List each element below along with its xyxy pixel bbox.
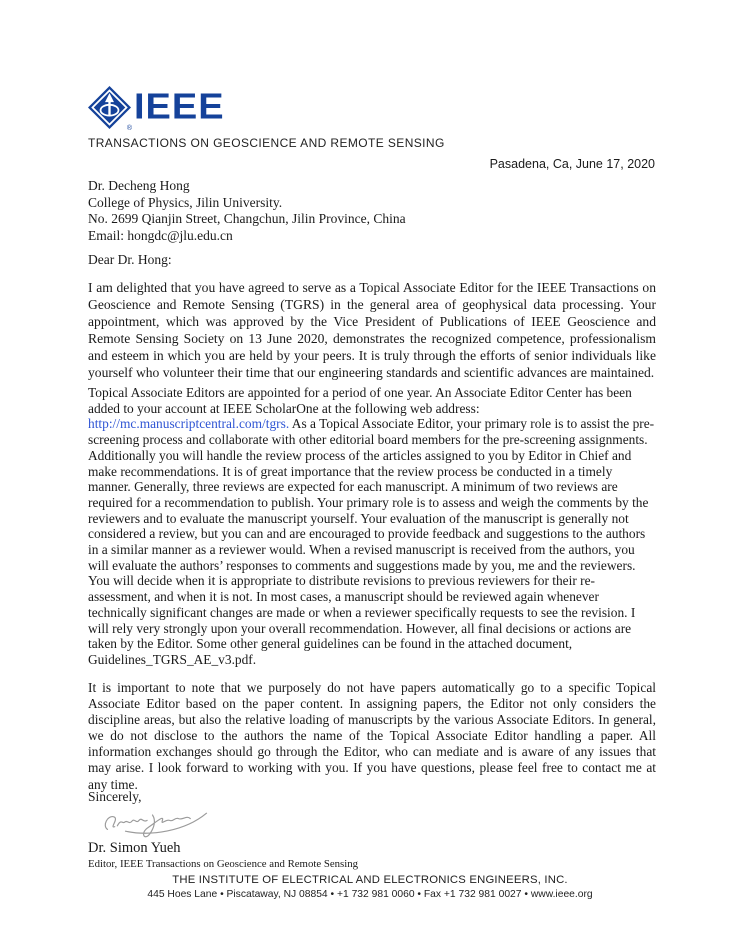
- recipient-email: Email: hongdc@jlu.edu.cn: [88, 227, 233, 243]
- recipient-address-block: [88, 178, 406, 244]
- ieee-wordmark: IEEE: [134, 87, 225, 127]
- date-line: Pasadena, Ca, June 17, 2020: [489, 157, 655, 171]
- paragraph-assignment-policy: It is important to note that we purposely do not have papers automatically go to a specific Topical Associate Editor based on the paper content. In assigning papers, the Editor not only considers the discipline areas, but also the relative loading of manuscripts by the various Associate Editors. In general, we do not disclose to the authors the name of the Topical Associate Editor handling a paper. All information exchanges should go through the Editor, who can mediate and is aware of any issues that may arise. I look forward to working with you. If you have questions, please feel free to contact me at any time.: [88, 680, 656, 792]
- paragraph-duties-pre-link: Topical Associate Editors are appointed for a period of one year. An Associate Editor Center has been added to your account at IEEE ScholarOne at the following web address:: [88, 385, 632, 416]
- footer-institute-name: THE INSTITUTE OF ELECTRICAL AND ELECTRONICS ENGINEERS, INC.: [172, 874, 568, 886]
- paragraph-duties: [88, 385, 656, 668]
- signer-title: Editor, IEEE Transactions on Geoscience and Remote Sensing: [88, 858, 359, 870]
- salutation: Dear Dr. Hong:: [88, 252, 172, 267]
- registered-trademark-mark: ®: [126, 124, 132, 132]
- paragraph-duties-post-link: As a Topical Associate Editor, your primary role is to assist the pre-screening process and collaborate with other editorial board members for the pre-screening assignments. Additionally you will handle the review process of the articles assigned to you by Editor in Chief and make recommendations. It is of great importance that the review process be conducted in a timely manner. Generally, three reviews are expected for each manuscript. A minimum of two reviews are required for a recommendation to publish. Your primary role is to assess and weigh the comments by the reviewers and to evaluate the manuscript yourself. Your evaluation of the manuscript is generally not considered a review, but you can and are encouraged to provide feedback and suggestions to the authors in a similar manner as a reviewer would. When a revised manuscript is received from the authors, you will evaluate the authors’ responses to comments and suggestions made by you, me and the reviewers. You will decide when it is appropriate to distribute revisions to previous reviewers for their re-assessment, and when it is not. In most cases, a manuscript should be reviewed again whenever technically significant changes are made or when a reviewer specifically requests to see the revision. I will rely very strongly upon your overall recommendation. However, all final decisions or actions are taken by the Editor. Some other general guidelines can be found in the attached document, Guidelines_TGRS_AE_v3.pdf.: [88, 416, 655, 667]
- journal-title: TRANSACTIONS ON GEOSCIENCE AND REMOTE SENSING: [88, 136, 445, 150]
- recipient-street-address: No. 2699 Qianjin Street, Changchun, Jilin Province, China: [88, 211, 406, 226]
- manuscriptcentral-link[interactable]: http://mc.manuscriptcentral.com/tgrs.: [88, 416, 290, 432]
- recipient-name: Dr. Decheng Hong: [88, 178, 190, 193]
- recipient-affiliation: College of Physics, Jilin University.: [88, 194, 283, 210]
- closing-salutation: Sincerely,: [88, 789, 142, 804]
- ieee-logo: [88, 83, 225, 131]
- ieee-diamond-icon: [88, 86, 132, 132]
- footer-contact-info: 445 Hoes Lane • Piscataway, NJ 08854 • +1 732 981 0060 • Fax +1 732 981 0027 • www.ieee.org: [147, 889, 593, 900]
- paragraph-appointment: I am delighted that you have agreed to serve as a Topical Associate Editor for the IEEE Transactions on Geoscience and Remote Sensing (TGRS) in the general area of geophysical data processing. Your appointment, which was approved by the Vice President of Publications of IEEE Geoscience and Remote Sensing Society on 13 June 2020, demonstrates the recognized competence, professionalism and esteem in which you are held by your peers. It is truly through the efforts of senior individuals like yourself who volunteer their time that our engineering standards and scientific advances are maintained.: [88, 280, 656, 380]
- signer-name: Dr. Simon Yueh: [88, 840, 181, 856]
